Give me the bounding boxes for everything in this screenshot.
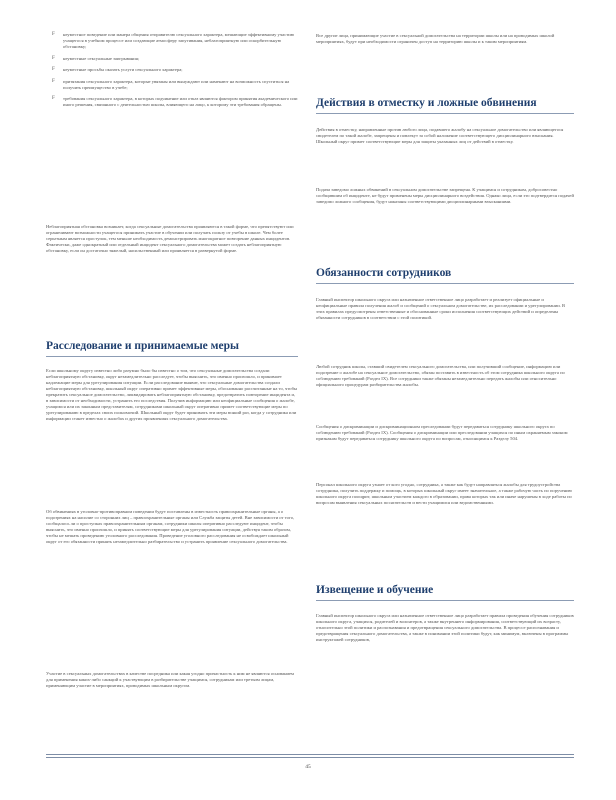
retaliation-paragraph-2 [316, 187, 574, 205]
heading-rule [316, 283, 574, 284]
bullet-mark: F [52, 55, 55, 61]
hostile-environment-paragraph [46, 224, 298, 254]
notification-paragraph-1 [316, 613, 574, 643]
responsibilities-paragraph-1 [316, 297, 574, 321]
right-intro-paragraph [316, 33, 574, 45]
section-heading-retaliation: Действия в отместку и ложные обвинения [316, 97, 537, 109]
bullet-text: неуместные просьбы оказать услуги сексуального характера; [63, 67, 183, 72]
paragraph-text: Неблагоприятная обстановка возникает, когда сексуальные домогательства проявляются в такой форме, что препятствуют или ограничивают возможности учащегося принимать участие в обучении или получать пользу от учебы в школе. Чем более серьезным является проступок, тем меньше необходимость демонстрировать многократное повторение данных инцидентов. Фактически, даже однократный или отдельный инцидент сексуального домогательства может создать неблагоприятную обстановку, если он достаточно тяжелый, насильственный или проявляется в развернутой форме. [46, 224, 294, 253]
bullet-mark: F [52, 32, 55, 37]
list-item [52, 56, 298, 62]
paragraph-text: Любой сотрудник школы, ставший свидетелем сексуального домогательства, или получивший сообщение, информацию или подозрение о жалобе на сексуальное домогательство, обязан поставить в известность об этом сотрудника школьного округа по соблюдению требований (Раздел IX). Все сотрудники также обязаны незамедлительно передать жалобы или относительно официального процедурам разбирательства жалобы. [316, 364, 565, 387]
paragraph-text: Участие в сексуальных домогательствах в качестве посредника или какая угодно причастность к ним не являются основанием для применения каких-либо санкций к участвующим в разбирательстве учащимся, сотрудникам или третьим лицам, применяющим участие в мероприятиях, проводимых школьным округом. [46, 671, 294, 688]
list-item [52, 32, 298, 50]
responsibilities-paragraph-4 [316, 482, 574, 506]
section-heading-investigation: Расследование и принимаемые меры [46, 340, 239, 352]
bullet-mark: F [52, 78, 55, 84]
bullet-text: требования сексуального характера, в которых подчинение или отказ являются фактором принятия академического или иного решения, связанного с деятельностью школы, влияющего на лицо, к которому эти требования обращены. [63, 96, 298, 107]
section-heading-responsibilities: Обязанности сотрудников [316, 267, 452, 279]
paragraph-text: Персонал школьного округа узнает от кого угодно, сотрудника, а также как будут направляться жалобы для трудоустройства сотрудника, получить поддержку и помощь, в которых школьный округ имеет значительное, а также рабочую часть по поручению школьного округа поощрит, школьным участием каждого в образовании, права которых так или иначе нарушены в ходе работы по вопросам выявления сексуальных посягательств и вести учащимися или ведомственными. [316, 482, 572, 505]
paragraph-text: Главный инспектор школьного округа или назначенное ответственное лицо разработает правила проведения обучения сотрудников школьного округа, учащихся, родителей и волонтеров, а также внутреннего информирования, соответствующий их возрасту, относительно этой политики и распознавания и предотвращения сексуального домогательства. В процессе распознавания и предотвращения сексуального домогательства, а также в понимании этой политики будут, как минимум, включены в программы инструктажей сотрудников, [316, 613, 574, 642]
footer-rule-bottom [46, 757, 574, 758]
paragraph-text: Подача заведомо ложных обвинений в сексуальном домогательстве запрещена. К учащимся и сотрудникам, добросовестно сообщившим об инциденте, не будут применены меры дисциплинарного воздействия. Однако лица, если это подтвердится подачей заведомо ложного сообщения, будут наказаны соответствующими дисциплинарными взысканиями. [316, 187, 574, 204]
paragraph-text: Действия в отместку, направленные против любого лица, подавшего жалобу на сексуальное домогательство или являющегося свидетелем по такой жалобе, запрещены и повлекут за собой наложение соответствующего дисциплинарного взыскания. Школьный округ примет соответствующие меры для защиты указанных лиц от действий в отместку. [316, 127, 564, 144]
heading-rule [316, 600, 574, 601]
bullet-mark: F [52, 67, 55, 72]
list-item [52, 79, 298, 91]
bullet-list [52, 32, 298, 114]
bullet-text: притязания сексуального характера, которые увязаны или вынуждают или намекают на возможность спуститься на получить преимущество в учебе; [63, 78, 290, 90]
paragraph-text: Главный инспектор школьного округа или назначенное ответственное лицо разработает и реализует официальные и неофициальные правила получения жалоб и сообщений о сексуальном домогательстве, их расследовании и урегулировании. В этих правилах предусмотрены ответственные и обоснованные сроки исполнения соответствующих действий и определены обязанности сотрудников в соответствии с этой политикой. [316, 297, 566, 320]
paragraph-text: Сообщения о дискриминации и дискриминационном преследовании будут передаваться сотруднику школьного округа по соблюдению требований (Раздел IX). Сообщения о дискриминации или преследовании учащихся по иным охраняемым законом признакам будут передаваться сотруднику школьного округа по вопросам, относящимся к Разделу 504. [316, 424, 568, 441]
responsibilities-paragraph-3 [316, 424, 574, 442]
list-item [52, 96, 298, 108]
retaliation-paragraph-1 [316, 127, 574, 145]
heading-rule [316, 113, 574, 114]
footer-rule-top [46, 754, 574, 755]
bullet-mark: F [52, 96, 55, 101]
bullet-text: неуместные сексуальные заигрывания; [63, 55, 140, 61]
bullet-text: неуместное поведение или манера общения отправителю сексуального характера, мешающие эффективному участию учащегося в учебном процессе или создающие атмосферу запугивания, неблагоприятную или оскорбительную обстановку; [63, 32, 295, 49]
paragraph-text: Если школьному округу известно либо разумно было бы известно о том, что сексуальные домогательства создали неблагоприятную обстановку, округ незамедлительно расследует, чтобы выяснить, что именно произошло, и принимает надлежащие меры для урегулирования ситуации. Если расследование выявит, что сексуальные домогательства создали неблагоприятную обстановку, школьный округ оперативно примет эффективные меры, обоснованно рассчитанные на то, чтобы прекратить сексуальное домогательство, ликвидировать неблагоприятную обстановку, предотвратить повторение инцидента и, в зависимости от необходимости, устранить его последствия. Получив информацию или неофициальные сообщения о жалобе, учащимся или их законным представителям, сотрудниками школьный округ оперативно примет соответствующие меры по урегулированию в пределах своих полномочий. Школьный округ будет принимать эти меры всякий раз, когда у сотрудника или информации станет известно о жалобах и других проявлениях сексуального домогательства. [46, 368, 298, 421]
paragraph-text: Об обвинениях в уголовно-противоправном поведении будут поставлены в известность правоохранительные органы, а о подозрениях на насилие со сторонних лиц – правоохранительные органы или Служба защиты детей. Вне зависимости от того, сообщалось ли о проступках правоохранительным органам, сотрудники школы оперативно расследуют инцидент, чтобы выяснить, что именно произошло, и принять соответствующие меры для урегулирования ситуации, действуя таким образом, чтобы не мешать проведению уголовного расследования. Проведение уголовного расследования не освобождает школьный округ от его обязанности принять незамедлительно разбирательство и устранить проявление сексуального домогательства. [46, 509, 295, 544]
responsibilities-paragraph-2 [316, 364, 574, 388]
heading-rule [46, 356, 298, 357]
list-item [52, 67, 298, 73]
page-number: 45 [305, 764, 311, 770]
investigation-paragraph-3 [46, 671, 298, 689]
investigation-paragraph-2 [46, 509, 298, 545]
section-heading-notification: Извещение и обучение [316, 584, 434, 596]
paragraph-text: Все другие лица, принимающие участие в сексуальной домогательства на территории школы или на проводимых школой мероприятиях, будут при необходимости ограничен доступ на территорию школы и к таким мероприятиям. [316, 33, 555, 44]
investigation-paragraph-1 [46, 368, 298, 422]
